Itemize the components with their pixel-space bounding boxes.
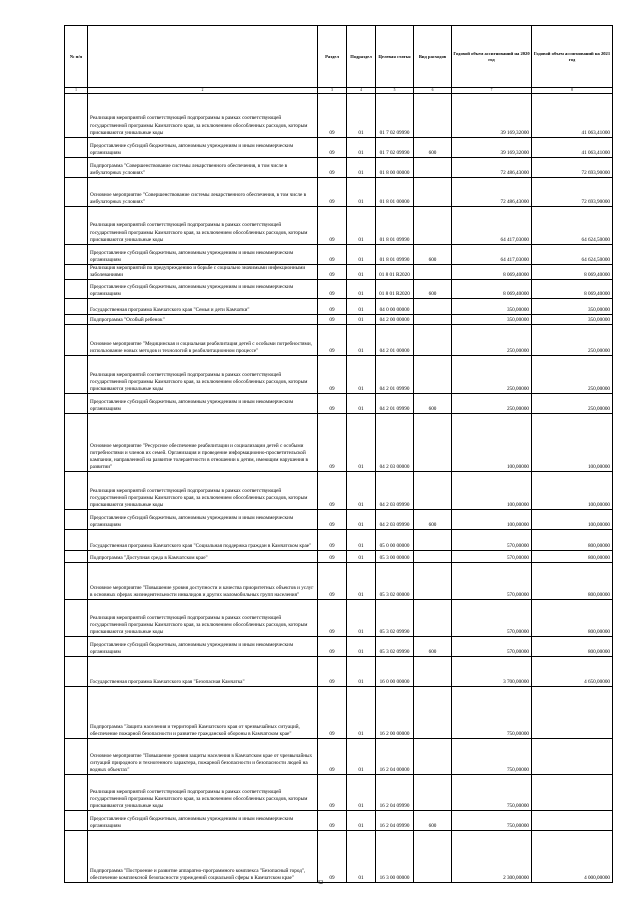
row-name: Предоставление субсидий бюджетным, автономным учреждениям и иным некоммерческим организациям xyxy=(88,394,318,414)
row-amount-2020: 100,00000 xyxy=(452,510,532,530)
row-kind xyxy=(414,207,452,245)
row-name: Реализация мероприятий соответствующей подпрограммы в рамках соответствующей государственной программы Камчатского края, за исключением обособленных расходов, которым присваиваются уникальные коды xyxy=(88,356,318,394)
row-amount-2021: 100,00000 xyxy=(532,510,613,530)
row-section: 09 xyxy=(318,811,347,831)
table-row xyxy=(65,551,613,563)
row-subsection: 01 xyxy=(347,245,376,265)
row-name: Реализация мероприятий по предупреждению и борьбе с социально значимыми инфекционными заболеваниями xyxy=(88,265,318,280)
row-amount-2020: 750,00000 xyxy=(452,811,532,831)
table-row xyxy=(65,315,613,325)
row-target: 04 2 03 09990 xyxy=(376,472,414,510)
row-amount-2020: 250,00000 xyxy=(452,356,532,394)
row-name: Подпрограмма "Защита населения и территорий Камчатского края от чрезвычайных ситуаций, обеспечение пожарной безопасности и развитие гражданской обороны в Камчатском крае" xyxy=(88,687,318,739)
table-row xyxy=(65,356,613,394)
column-number: 7 xyxy=(452,88,532,94)
row-section: 09 xyxy=(318,831,347,883)
row-amount-2020: 8 069,40000 xyxy=(452,265,532,280)
row-section: 09 xyxy=(318,394,347,414)
row-number xyxy=(65,551,88,563)
row-target: 01 8 01 00000 xyxy=(376,178,414,207)
row-number xyxy=(65,600,88,637)
row-number xyxy=(65,739,88,775)
row-section: 09 xyxy=(318,551,347,563)
table-row xyxy=(65,563,613,600)
row-name: Основное мероприятие "Повышение уровня защиты населения в Камчатском крае от чрезвычайных ситуаций природного и техногенного характера, пожарной безопасности и безопасности людей на водных объектах" xyxy=(88,739,318,775)
row-number xyxy=(65,315,88,325)
row-kind xyxy=(414,831,452,883)
table-row xyxy=(65,510,613,530)
row-name: Государственная программа Камчатского края "Безопасная Камчатка" xyxy=(88,657,318,687)
table-row xyxy=(65,831,613,883)
column-number: 4 xyxy=(347,88,376,94)
row-subsection: 01 xyxy=(347,356,376,394)
table-row xyxy=(65,811,613,831)
row-target: 05 3 02 00000 xyxy=(376,563,414,600)
column-number: 2 xyxy=(88,88,318,94)
row-section: 09 xyxy=(318,739,347,775)
row-target: 16 2 04 09990 xyxy=(376,811,414,831)
row-section: 09 xyxy=(318,563,347,600)
row-subsection: 01 xyxy=(347,657,376,687)
row-number xyxy=(65,356,88,394)
row-subsection: 01 xyxy=(347,811,376,831)
row-amount-2021: 800,00000 xyxy=(532,551,613,563)
row-amount-2021 xyxy=(532,739,613,775)
row-subsection: 01 xyxy=(347,299,376,315)
header-section: Раздел xyxy=(318,26,347,88)
row-number xyxy=(65,94,88,138)
table-row xyxy=(65,245,613,265)
row-kind xyxy=(414,178,452,207)
row-name: Подпрограмма "Построение и развитие аппаратно-программного комплекса "Безопасный город", обеспечение комплексной безопасности учреждений социальной сферы в Камчатском крае" xyxy=(88,831,318,883)
row-amount-2021: 250,00000 xyxy=(532,394,613,414)
row-section: 09 xyxy=(318,530,347,551)
row-target: 16 2 04 09990 xyxy=(376,775,414,811)
row-kind: 600 xyxy=(414,637,452,657)
row-subsection: 01 xyxy=(347,394,376,414)
table-row xyxy=(65,265,613,280)
row-subsection: 01 xyxy=(347,551,376,563)
row-subsection: 01 xyxy=(347,315,376,325)
row-subsection: 01 xyxy=(347,472,376,510)
column-number: 8 xyxy=(532,88,613,94)
row-number xyxy=(65,245,88,265)
row-amount-2021: 4 000,00000 xyxy=(532,831,613,883)
row-name: Основное мероприятие "Совершенствование системы лекарственного обеспечения, в том числе в амбулаторных условиях" xyxy=(88,178,318,207)
row-subsection: 01 xyxy=(347,637,376,657)
row-number xyxy=(65,510,88,530)
row-kind xyxy=(414,657,452,687)
row-amount-2021: 800,00000 xyxy=(532,563,613,600)
row-amount-2021 xyxy=(532,687,613,739)
table-header-row xyxy=(65,26,613,88)
table-row xyxy=(65,207,613,245)
row-amount-2020: 750,00000 xyxy=(452,687,532,739)
row-number xyxy=(65,414,88,472)
header-2021: Годовой объем ассигнований на 2021 год xyxy=(532,26,613,88)
row-name: Подпрограмма "Совершенствование системы лекарственного обеспечения, в том числе в амбулаторных условиях" xyxy=(88,158,318,178)
row-subsection: 01 xyxy=(347,510,376,530)
header-name xyxy=(88,26,318,88)
row-target: 01 8 01 09990 xyxy=(376,207,414,245)
row-name: Предоставление субсидий бюджетным, автономным учреждениям и иным некоммерческим организациям xyxy=(88,510,318,530)
row-target: 01 7 02 09990 xyxy=(376,94,414,138)
row-amount-2021: 72 693,90000 xyxy=(532,158,613,178)
row-target: 01 8 00 00000 xyxy=(376,158,414,178)
table-row xyxy=(65,657,613,687)
row-amount-2021: 800,00000 xyxy=(532,600,613,637)
row-section: 09 xyxy=(318,178,347,207)
row-section: 09 xyxy=(318,245,347,265)
row-section: 09 xyxy=(318,207,347,245)
header-subsection: Подраздел xyxy=(347,26,376,88)
row-target: 05 3 02 09990 xyxy=(376,600,414,637)
row-name: Государственная программа Камчатского края "Социальная поддержка граждан в Камчатском крае" xyxy=(88,530,318,551)
row-kind xyxy=(414,687,452,739)
row-amount-2021: 4 650,00000 xyxy=(532,657,613,687)
row-target: 01 8 01 R2020 xyxy=(376,280,414,299)
row-number xyxy=(65,563,88,600)
row-number xyxy=(65,811,88,831)
row-section: 09 xyxy=(318,94,347,138)
row-section: 09 xyxy=(318,356,347,394)
row-number xyxy=(65,207,88,245)
row-name: Реализация мероприятий соответствующей подпрограммы в рамках соответствующей государственной программы Камчатского края, за исключением обособленных расходов, которым присваиваются уникальные коды xyxy=(88,207,318,245)
row-amount-2021: 350,00000 xyxy=(532,315,613,325)
row-subsection: 01 xyxy=(347,280,376,299)
table-row xyxy=(65,600,613,637)
row-subsection: 01 xyxy=(347,414,376,472)
table-row xyxy=(65,178,613,207)
row-amount-2020: 350,00000 xyxy=(452,315,532,325)
row-number xyxy=(65,325,88,356)
row-amount-2021: 41 063,41000 xyxy=(532,94,613,138)
row-name: Предоставление субсидий бюджетным, автономным учреждениям и иным некоммерческим организациям xyxy=(88,637,318,657)
row-section: 09 xyxy=(318,280,347,299)
row-kind xyxy=(414,530,452,551)
row-kind xyxy=(414,299,452,315)
row-target: 04 0 00 00000 xyxy=(376,299,414,315)
column-number: 3 xyxy=(318,88,347,94)
row-amount-2020: 72 486,43000 xyxy=(452,178,532,207)
row-name: Реализация мероприятий соответствующей подпрограммы в рамках соответствующей государственной программы Камчатского края, за исключением обособленных расходов, которым присваиваются уникальные коды xyxy=(88,775,318,811)
row-kind xyxy=(414,472,452,510)
table-row xyxy=(65,739,613,775)
row-kind xyxy=(414,315,452,325)
row-section: 09 xyxy=(318,657,347,687)
row-name: Реализация мероприятий соответствующей подпрограммы в рамках соответствующей государственной программы Камчатского края, за исключением обособленных расходов, которым присваиваются уникальные коды xyxy=(88,94,318,138)
row-amount-2020: 570,00000 xyxy=(452,600,532,637)
row-amount-2020: 72 486,43000 xyxy=(452,158,532,178)
row-subsection: 01 xyxy=(347,94,376,138)
table-row xyxy=(65,280,613,299)
row-subsection: 01 xyxy=(347,138,376,158)
row-number xyxy=(65,637,88,657)
row-target: 01 8 01 09990 xyxy=(376,245,414,265)
row-kind xyxy=(414,563,452,600)
row-amount-2021: 800,00000 xyxy=(532,530,613,551)
row-kind: 600 xyxy=(414,138,452,158)
row-number xyxy=(65,775,88,811)
row-number xyxy=(65,530,88,551)
row-number xyxy=(65,687,88,739)
row-section: 09 xyxy=(318,472,347,510)
row-section: 09 xyxy=(318,265,347,280)
row-number xyxy=(65,265,88,280)
row-name: Предоставление субсидий бюджетным, автономным учреждениям и иным некоммерческим организациям xyxy=(88,138,318,158)
row-kind xyxy=(414,739,452,775)
row-kind xyxy=(414,551,452,563)
row-amount-2021: 8 069,40000 xyxy=(532,265,613,280)
row-amount-2021 xyxy=(532,811,613,831)
row-target: 05 0 00 00000 xyxy=(376,530,414,551)
row-amount-2020: 570,00000 xyxy=(452,551,532,563)
table-row xyxy=(65,414,613,472)
row-amount-2020: 3 700,00000 xyxy=(452,657,532,687)
row-amount-2020: 350,00000 xyxy=(452,299,532,315)
row-number xyxy=(65,472,88,510)
row-section: 09 xyxy=(318,414,347,472)
table-row xyxy=(65,394,613,414)
row-section: 09 xyxy=(318,158,347,178)
row-amount-2021: 250,00000 xyxy=(532,356,613,394)
row-subsection: 01 xyxy=(347,178,376,207)
budget-table xyxy=(64,25,613,883)
row-amount-2021: 72 693,90000 xyxy=(532,178,613,207)
row-amount-2021: 64 624,50000 xyxy=(532,245,613,265)
row-name: Подпрограмма "Особый ребенок" xyxy=(88,315,318,325)
row-subsection: 01 xyxy=(347,530,376,551)
row-target: 04 2 00 00000 xyxy=(376,315,414,325)
table-row xyxy=(65,637,613,657)
row-target: 04 2 01 09990 xyxy=(376,394,414,414)
row-subsection: 01 xyxy=(347,158,376,178)
row-amount-2020: 8 069,40000 xyxy=(452,280,532,299)
row-target: 01 7 02 09990 xyxy=(376,138,414,158)
row-amount-2020: 64 417,03000 xyxy=(452,245,532,265)
row-subsection: 01 xyxy=(347,563,376,600)
row-amount-2021: 64 624,50000 xyxy=(532,207,613,245)
row-number xyxy=(65,158,88,178)
row-target: 01 8 01 R2020 xyxy=(376,265,414,280)
row-number xyxy=(65,280,88,299)
row-section: 09 xyxy=(318,600,347,637)
row-name: Основное мероприятие "Повышение уровня доступности и качества приоритетных объектов и услуг в основных сферах жизнедеятельности инвалидов и других маломобильных групп населения" xyxy=(88,563,318,600)
row-subsection: 01 xyxy=(347,207,376,245)
column-number: 1 xyxy=(65,88,88,94)
row-section: 09 xyxy=(318,325,347,356)
row-amount-2020: 250,00000 xyxy=(452,325,532,356)
row-kind xyxy=(414,325,452,356)
header-kind: Вид расходов xyxy=(414,26,452,88)
row-target: 16 2 04 00000 xyxy=(376,739,414,775)
table-row xyxy=(65,775,613,811)
row-name: Предоставление субсидий бюджетным, автономным учреждениям и иным некоммерческим организациям xyxy=(88,245,318,265)
table-row xyxy=(65,158,613,178)
row-amount-2020: 100,00000 xyxy=(452,414,532,472)
table-row xyxy=(65,299,613,315)
row-amount-2021: 8 069,40000 xyxy=(532,280,613,299)
row-number xyxy=(65,831,88,883)
table-row xyxy=(65,530,613,551)
table-row xyxy=(65,138,613,158)
row-kind xyxy=(414,265,452,280)
row-section: 09 xyxy=(318,510,347,530)
row-number xyxy=(65,178,88,207)
row-amount-2020: 570,00000 xyxy=(452,530,532,551)
row-kind: 600 xyxy=(414,245,452,265)
table-row xyxy=(65,94,613,138)
table-body xyxy=(65,94,613,883)
row-amount-2020: 39 169,32000 xyxy=(452,138,532,158)
row-amount-2021: 250,00000 xyxy=(532,325,613,356)
row-target: 04 2 01 00000 xyxy=(376,325,414,356)
row-number xyxy=(65,394,88,414)
row-target: 16 2 00 00000 xyxy=(376,687,414,739)
row-target: 05 3 02 09990 xyxy=(376,637,414,657)
row-subsection: 01 xyxy=(347,265,376,280)
row-name: Государственная программа Камчатского края "Семья и дети Камчатки" xyxy=(88,299,318,315)
row-subsection: 01 xyxy=(347,687,376,739)
row-kind: 600 xyxy=(414,811,452,831)
row-subsection: 01 xyxy=(347,325,376,356)
row-target: 04 2 03 00000 xyxy=(376,414,414,472)
row-name: Предоставление субсидий бюджетным, автономным учреждениям и иным некоммерческим организациям xyxy=(88,280,318,299)
row-amount-2020: 750,00000 xyxy=(452,739,532,775)
row-kind: 600 xyxy=(414,280,452,299)
row-section: 09 xyxy=(318,687,347,739)
header-number: № п/п xyxy=(65,26,88,88)
row-section: 09 xyxy=(318,299,347,315)
row-section: 09 xyxy=(318,138,347,158)
row-target: 16 3 00 00000 xyxy=(376,831,414,883)
row-name: Предоставление субсидий бюджетным, автономным учреждениям и иным некоммерческим организациям xyxy=(88,811,318,831)
row-name: Реализация мероприятий соответствующей подпрограммы в рамках соответствующей государственной программы Камчатского края, за исключением обособленных расходов, которым присваиваются уникальные коды xyxy=(88,472,318,510)
row-subsection: 01 xyxy=(347,739,376,775)
row-amount-2020: 39 169,32000 xyxy=(452,94,532,138)
row-kind xyxy=(414,600,452,637)
row-amount-2020: 570,00000 xyxy=(452,563,532,600)
row-kind xyxy=(414,775,452,811)
row-name: Основное мероприятие "Ресурсное обеспечение реабилитации и социализации детей с особыми потребностями и членов их семей. Организация и проведение информационно-просветительской кампании, направленной на развитие толерантности в отношении к детям, имеющим нарушения в развитии" xyxy=(88,414,318,472)
row-kind xyxy=(414,356,452,394)
row-name: Реализация мероприятий соответствующей подпрограммы в рамках соответствующей государственной программы Камчатского края, за исключением обособленных расходов, которым присваиваются уникальные коды xyxy=(88,600,318,637)
row-section: 09 xyxy=(318,315,347,325)
row-kind xyxy=(414,94,452,138)
row-amount-2020: 250,00000 xyxy=(452,394,532,414)
header-target: Целевая статья xyxy=(376,26,414,88)
row-subsection: 01 xyxy=(347,600,376,637)
row-number xyxy=(65,138,88,158)
column-number: 5 xyxy=(376,88,414,94)
row-name: Основное мероприятие "Медицинская и социальная реабилитация детей с особыми потребностями, использование новых методов и технологий в реабилитационном процессе" xyxy=(88,325,318,356)
row-target: 04 2 03 09990 xyxy=(376,510,414,530)
row-kind: 600 xyxy=(414,510,452,530)
row-kind xyxy=(414,414,452,472)
table-row xyxy=(65,325,613,356)
column-number: 6 xyxy=(414,88,452,94)
row-amount-2021: 100,00000 xyxy=(532,472,613,510)
row-amount-2020: 64 417,03000 xyxy=(452,207,532,245)
row-subsection: 01 xyxy=(347,831,376,883)
page-number: 42 xyxy=(317,880,323,886)
row-amount-2020: 100,00000 xyxy=(452,472,532,510)
row-amount-2021: 41 063,41000 xyxy=(532,138,613,158)
row-target: 16 0 00 00000 xyxy=(376,657,414,687)
row-amount-2021 xyxy=(532,775,613,811)
row-kind: 600 xyxy=(414,394,452,414)
row-section: 09 xyxy=(318,775,347,811)
row-number xyxy=(65,299,88,315)
row-amount-2020: 2 300,00000 xyxy=(452,831,532,883)
header-2020: Годовой объем ассигнований на 2020 год xyxy=(452,26,532,88)
row-amount-2020: 570,00000 xyxy=(452,637,532,657)
row-amount-2021: 800,00000 xyxy=(532,637,613,657)
row-amount-2021: 350,00000 xyxy=(532,299,613,315)
table-row xyxy=(65,687,613,739)
row-kind xyxy=(414,158,452,178)
row-name: Подпрограмма "Доступная среда в Камчатском крае" xyxy=(88,551,318,563)
row-target: 04 2 01 09990 xyxy=(376,356,414,394)
row-target: 05 3 00 00000 xyxy=(376,551,414,563)
row-subsection: 01 xyxy=(347,775,376,811)
row-section: 09 xyxy=(318,637,347,657)
row-amount-2021: 100,00000 xyxy=(532,414,613,472)
row-amount-2020: 750,00000 xyxy=(452,775,532,811)
row-number xyxy=(65,657,88,687)
table-row xyxy=(65,472,613,510)
